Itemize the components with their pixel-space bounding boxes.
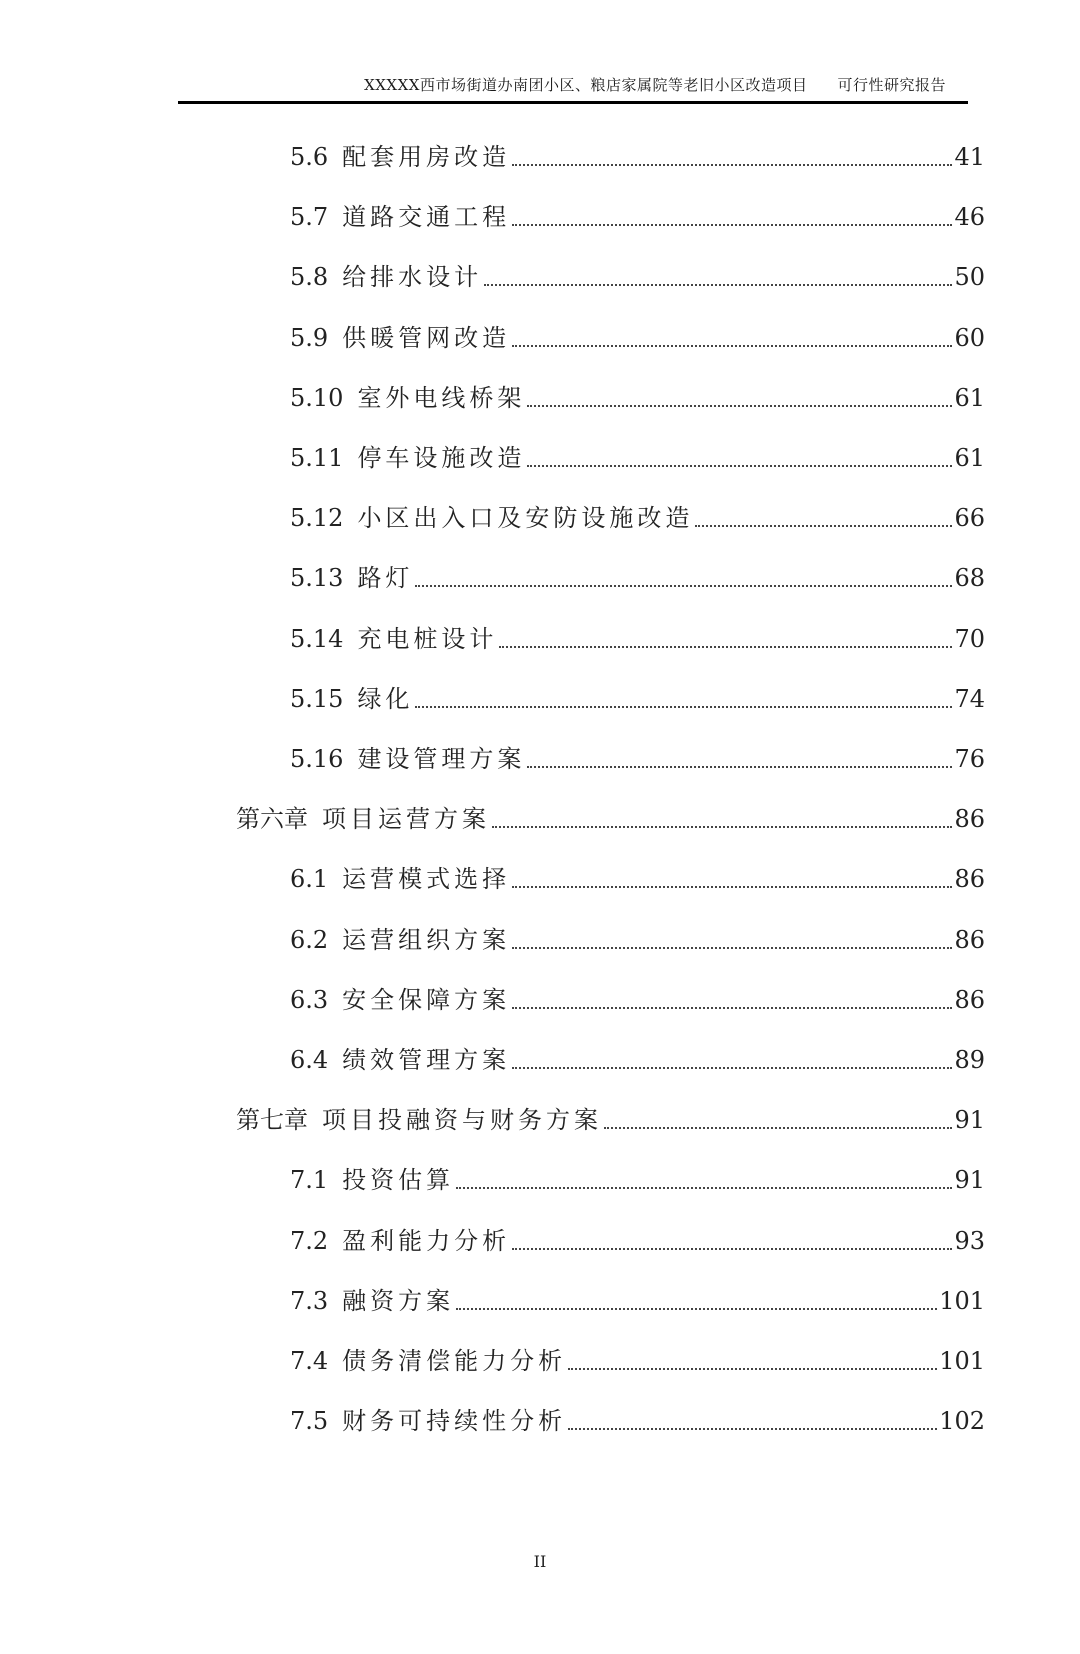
toc-entry[interactable] (290, 1284, 985, 1318)
toc-leader-dots (568, 1428, 937, 1430)
toc-leader-dots (499, 646, 952, 648)
toc-entry-page: 68 (954, 564, 985, 592)
toc-entry-page: 101 (939, 1347, 985, 1375)
toc-entry-title: 债务清偿能力分析 (342, 1347, 567, 1375)
toc-entry[interactable] (290, 381, 985, 415)
toc-entry[interactable] (290, 1404, 985, 1438)
toc-leader-dots (512, 164, 952, 166)
toc-entry-number: 5.14 (290, 625, 344, 653)
toc-entry-title: 道路交通工程 (342, 203, 511, 231)
toc-entry-title: 盈利能力分析 (342, 1227, 511, 1255)
toc-entry-title: 配套用房改造 (342, 143, 511, 171)
toc-leader-dots (456, 1308, 937, 1310)
toc-entry-page: 66 (954, 504, 985, 532)
toc-leader-dots (604, 1127, 952, 1129)
toc-entry-page: 102 (939, 1407, 985, 1435)
toc-entry[interactable] (290, 1163, 985, 1197)
toc-entry[interactable] (290, 1224, 985, 1258)
toc-leader-dots (492, 826, 952, 828)
toc-leader-dots (512, 947, 952, 949)
toc-leader-dots (415, 706, 952, 708)
toc-entry[interactable] (290, 1344, 985, 1378)
header-subtitle: 可行性研究报告 (837, 76, 946, 94)
toc-entry-number: 6.2 (290, 926, 329, 954)
toc-entry-number: 5.13 (290, 564, 344, 592)
toc-entry-title: 运营模式选择 (342, 865, 511, 893)
toc-entry[interactable] (290, 441, 985, 475)
header-rule (178, 101, 968, 104)
toc-entry-title: 供暖管网改造 (342, 324, 511, 352)
toc-entry[interactable] (236, 802, 985, 836)
toc-entry-title: 融资方案 (342, 1287, 455, 1315)
toc-entry-number: 5.6 (290, 143, 329, 171)
toc-entry-number: 7.2 (290, 1227, 329, 1255)
toc-entry-number: 7.1 (290, 1166, 329, 1194)
toc-entry-title: 投资估算 (342, 1166, 455, 1194)
toc-entry-number: 第六章 (236, 805, 308, 833)
toc-entry-page: 91 (954, 1166, 985, 1194)
toc-entry-title: 小区出入口及安防设施改造 (357, 504, 694, 532)
toc-entry-number: 5.10 (290, 384, 344, 412)
toc-entry-page: 41 (954, 143, 985, 171)
toc-entry-page: 86 (954, 865, 985, 893)
toc-entry-number: 5.8 (290, 263, 329, 291)
header-text (364, 74, 946, 95)
toc-entry-page: 70 (954, 625, 985, 653)
toc-entry-page: 86 (954, 805, 985, 833)
header-title: XXXXX西市场街道办南团小区、粮店家属院等老旧小区改造项目 (364, 76, 808, 94)
toc-leader-dots (568, 1368, 937, 1370)
toc-entry-title: 绩效管理方案 (342, 1046, 511, 1074)
toc-entry-number: 5.7 (290, 203, 329, 231)
page-number: II (533, 1552, 547, 1571)
toc-leader-dots (512, 1248, 952, 1250)
toc-entry-title: 财务可持续性分析 (342, 1407, 567, 1435)
toc-leader-dots (512, 345, 952, 347)
toc-entry-title: 建设管理方案 (357, 745, 526, 773)
toc-entry[interactable] (236, 1103, 985, 1137)
toc-entry-page: 46 (954, 203, 985, 231)
toc-entry-number: 6.3 (290, 986, 329, 1014)
toc-entry-page: 93 (954, 1227, 985, 1255)
toc-entry-title: 停车设施改造 (357, 444, 526, 472)
toc-entry-number: 5.12 (290, 504, 344, 532)
toc-leader-dots (527, 465, 952, 467)
toc-entry-page: 86 (954, 986, 985, 1014)
toc-leader-dots (695, 525, 952, 527)
toc-entry-title: 充电桩设计 (357, 625, 498, 653)
toc-entry-title: 路灯 (357, 564, 414, 592)
toc-entry-number: 7.5 (290, 1407, 329, 1435)
toc-entry[interactable] (290, 862, 985, 896)
toc-entry-page: 60 (954, 324, 985, 352)
toc-leader-dots (456, 1187, 952, 1189)
toc-leader-dots (415, 585, 952, 587)
toc-leader-dots (527, 766, 952, 768)
toc-leader-dots (512, 224, 952, 226)
toc-entry[interactable] (290, 923, 985, 957)
toc-entry[interactable] (290, 501, 985, 535)
toc-entry-number: 5.9 (290, 324, 329, 352)
toc-entry[interactable] (290, 561, 985, 595)
running-header (178, 72, 968, 102)
toc-leader-dots (512, 886, 952, 888)
toc-entry[interactable] (290, 742, 985, 776)
toc-entry-title: 运营组织方案 (342, 926, 511, 954)
toc-entry-number: 5.16 (290, 745, 344, 773)
toc-entry-number: 7.3 (290, 1287, 329, 1315)
toc-entry[interactable] (290, 983, 985, 1017)
toc-entry-page: 101 (939, 1287, 985, 1315)
toc-entry-title: 室外电线桥架 (357, 384, 526, 412)
toc-entry-number: 5.11 (290, 444, 344, 472)
toc-entry-title: 项目投融资与财务方案 (322, 1106, 602, 1134)
toc-entry-page: 76 (954, 745, 985, 773)
toc-entry-title: 给排水设计 (342, 263, 483, 291)
toc-entry-page: 61 (954, 444, 985, 472)
toc-entry-number: 6.4 (290, 1046, 329, 1074)
toc-entry-title: 绿化 (357, 685, 414, 713)
toc-entry-number: 第七章 (236, 1106, 308, 1134)
toc-entry[interactable] (290, 1043, 985, 1077)
toc-entry-number: 7.4 (290, 1347, 329, 1375)
toc-leader-dots (527, 405, 952, 407)
toc-entry-title: 项目运营方案 (322, 805, 490, 833)
toc-leader-dots (484, 284, 952, 286)
toc-entry-page: 61 (954, 384, 985, 412)
toc-entry[interactable] (290, 321, 985, 355)
toc-entry-number: 5.15 (290, 685, 344, 713)
toc-entry-page: 89 (954, 1046, 985, 1074)
toc-entry[interactable] (290, 260, 985, 294)
toc-entry-page: 91 (954, 1106, 985, 1134)
toc-leader-dots (512, 1067, 952, 1069)
toc-entry-page: 74 (954, 685, 985, 713)
toc-entry-number: 6.1 (290, 865, 329, 893)
toc-entry[interactable] (290, 622, 985, 656)
toc-entry-page: 50 (954, 263, 985, 291)
toc-entry[interactable] (290, 200, 985, 234)
toc-entry-page: 86 (954, 926, 985, 954)
toc-entry[interactable] (290, 682, 985, 716)
toc-entry-title: 安全保障方案 (342, 986, 511, 1014)
toc-leader-dots (512, 1007, 952, 1009)
toc-entry[interactable] (290, 140, 985, 174)
